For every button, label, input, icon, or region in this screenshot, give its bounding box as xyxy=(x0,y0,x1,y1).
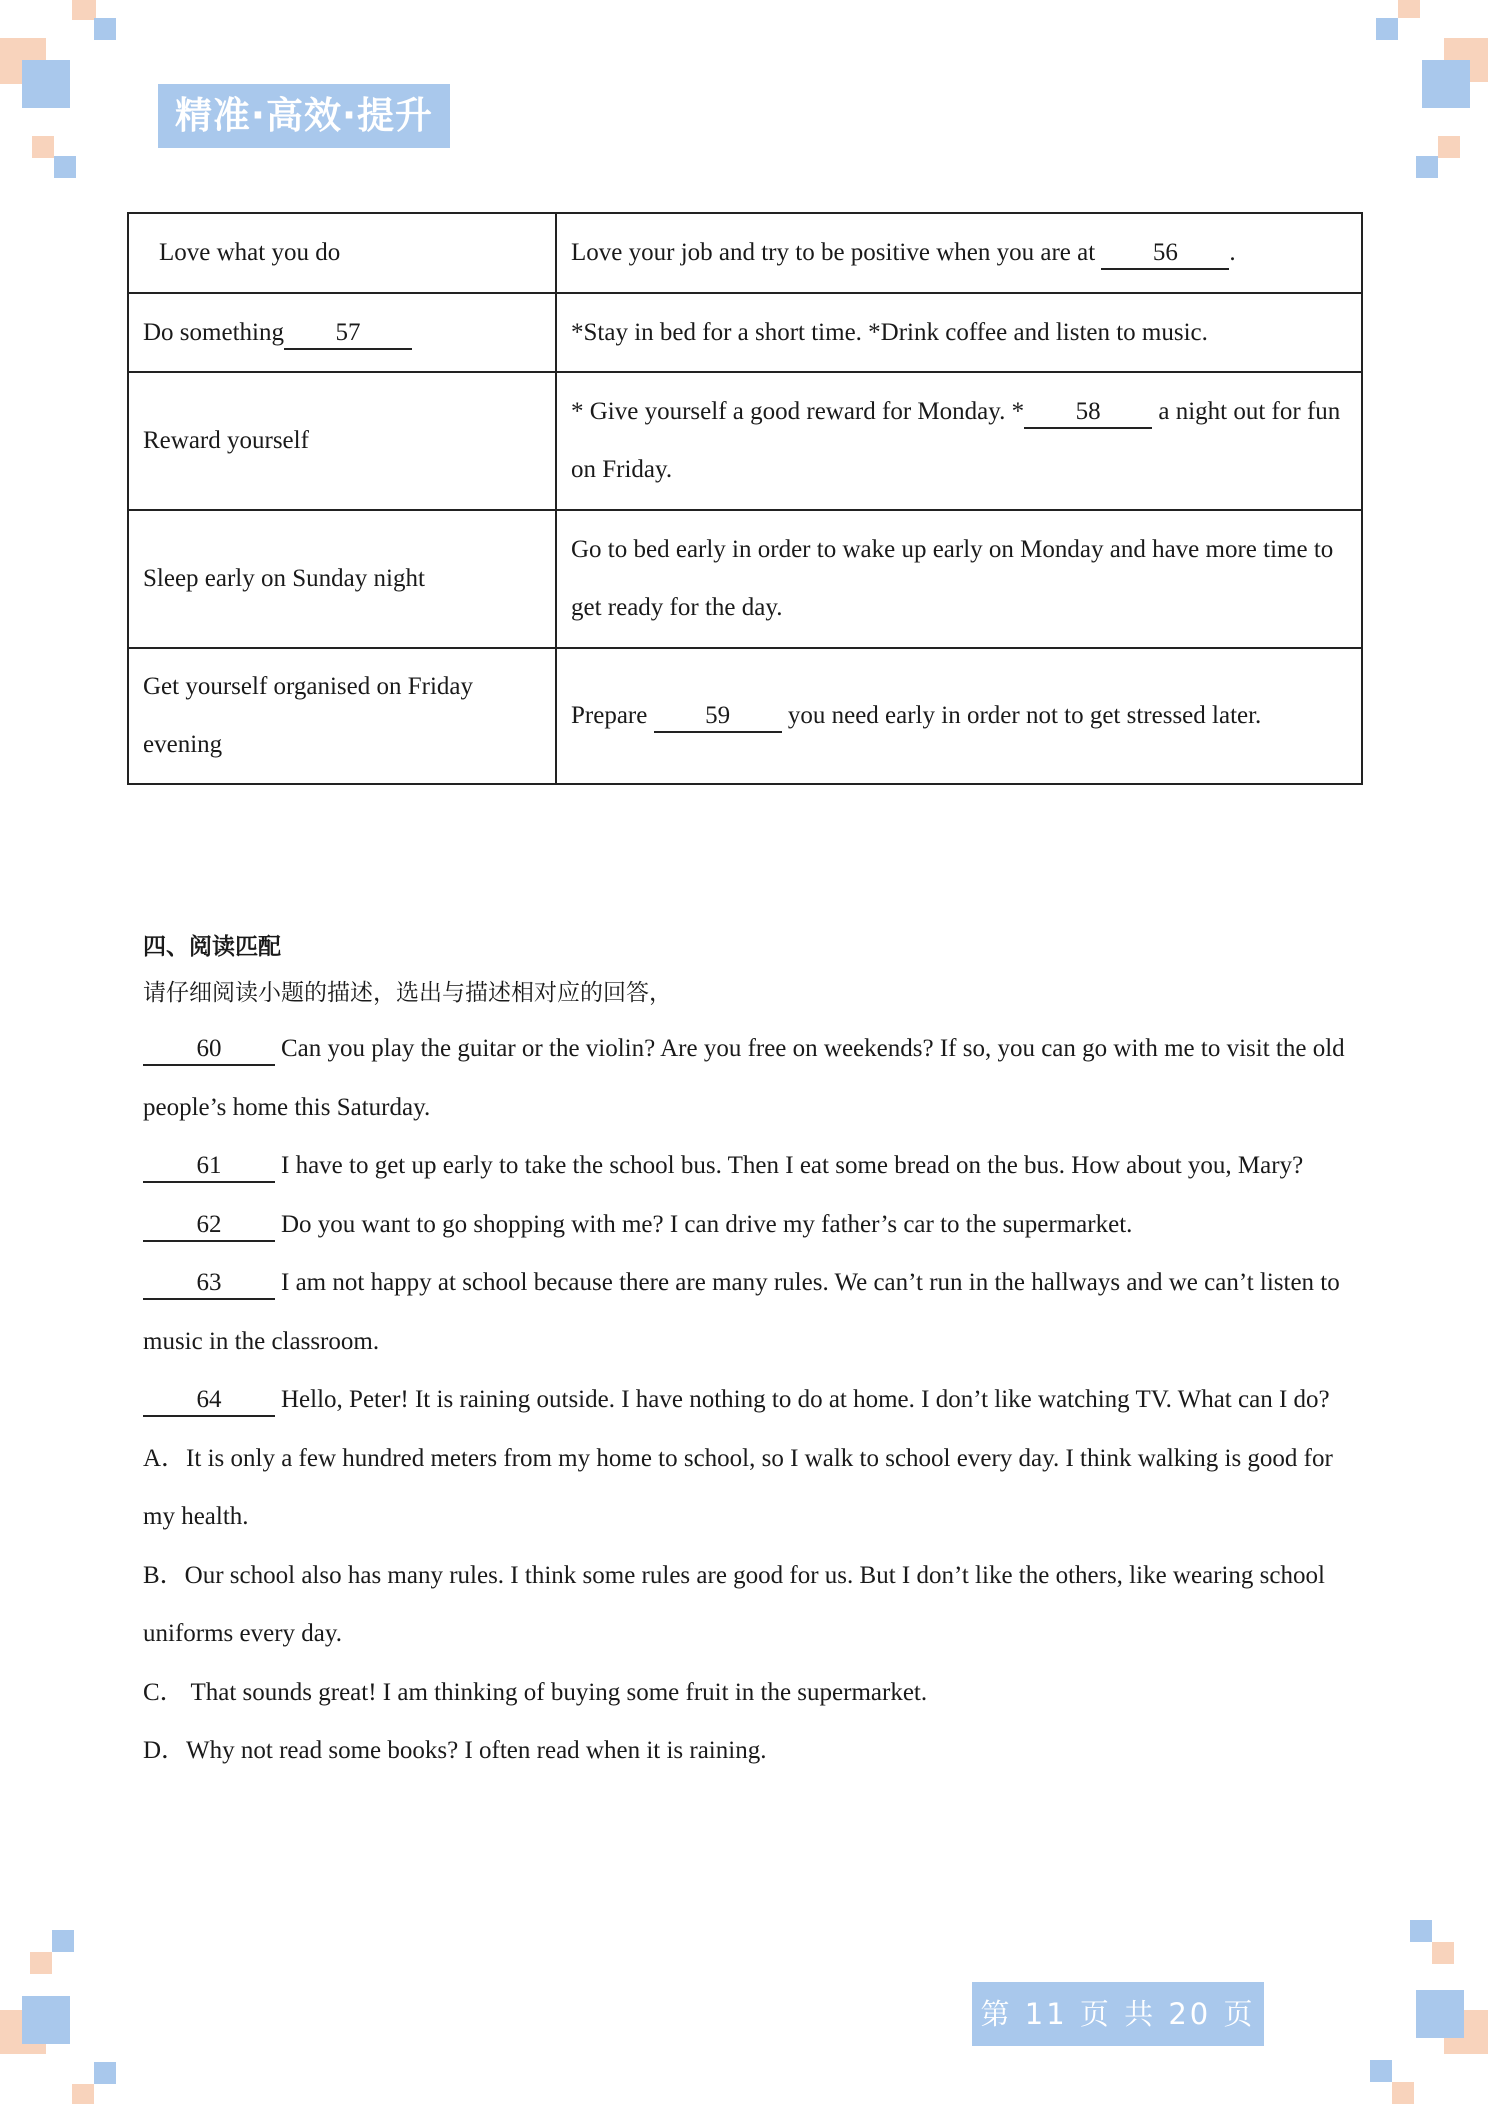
table-cell-right: * Give yourself a good reward for Monday. * 58 a night out for fun on Friday. xyxy=(556,372,1362,510)
table-cell-left: Do something 57 xyxy=(128,293,556,372)
table-row xyxy=(128,648,1362,784)
corner-decoration xyxy=(54,156,76,178)
corner-decoration xyxy=(1416,1990,1464,2038)
corner-decoration xyxy=(22,60,70,108)
question-number: 61 xyxy=(143,1151,275,1183)
table-cell-right: Love your job and try to be positive when you are at 56 . xyxy=(556,213,1362,293)
corner-decoration xyxy=(1370,2060,1392,2082)
table-cell-right: *Stay in bed for a short time. *Drink coffee and listen to music. xyxy=(556,293,1362,372)
question-number: 63 xyxy=(143,1268,275,1300)
corner-decoration xyxy=(32,136,54,158)
option-item: A．It is only a few hundred meters from my home to school, so I walk to school every day. I think walking is good for my health. xyxy=(143,1444,1333,1530)
question-number: 64 xyxy=(143,1385,275,1417)
option-item: C． That sounds great! I am thinking of buying some fruit in the supermarket. xyxy=(143,1678,928,1706)
question-list xyxy=(143,1020,1353,1781)
table-row xyxy=(128,293,1362,372)
question-number: 60 xyxy=(143,1034,275,1066)
table-cell-left: Love what you do xyxy=(128,213,556,293)
corner-decoration xyxy=(1398,0,1420,18)
corner-decoration xyxy=(22,1996,70,2044)
question-item: 62 Do you want to go shopping with me? I can drive my father’s car to the supermarket. xyxy=(143,1196,1353,1255)
option-item: B．Our school also has many rules. I think some rules are good for us. But I don’t like the others, like wearing school uniforms every day. xyxy=(143,1561,1325,1647)
question-number: 62 xyxy=(143,1210,275,1242)
answer-blank: 59 xyxy=(654,701,782,733)
corner-decoration xyxy=(1422,60,1470,108)
question-item: 64 Hello, Peter! It is raining outside. I have nothing to do at home. I don’t like watching TV. What can I do? xyxy=(143,1371,1353,1430)
corner-decoration xyxy=(1438,136,1460,158)
table-cell-left: Reward yourself xyxy=(128,372,556,510)
section-instruction: 请仔细阅读小题的描述，选出与描述相对应的回答， xyxy=(143,980,672,1006)
table-row xyxy=(128,213,1362,293)
page-number: 第 11 页 共 20 页 xyxy=(972,1982,1264,2046)
option-item: D．Why not read some books? I often read when it is raining. xyxy=(143,1737,767,1764)
corner-decoration xyxy=(72,0,96,20)
section-heading: 四、阅读匹配 xyxy=(143,934,281,960)
question-item: 60 Can you play the guitar or the violin? Are you free on weekends? If so, you can go with me to visit the old people’s home this Saturday. xyxy=(143,1035,1345,1121)
corner-decoration xyxy=(1376,18,1398,40)
question-item: 63 I am not happy at school because there are many rules. We can’t run in the hallways and we can’t listen to music in the classroom. xyxy=(143,1269,1340,1355)
corner-decoration xyxy=(1410,1920,1432,1942)
corner-decoration xyxy=(1416,156,1438,178)
corner-decoration xyxy=(30,1952,52,1974)
corner-decoration xyxy=(1432,1942,1454,1964)
corner-decoration xyxy=(94,18,116,40)
table-cell-right: Go to bed early in order to wake up early on Monday and have more time to get ready for the day. xyxy=(556,510,1362,648)
table-row xyxy=(128,372,1362,510)
answer-blank: 57 xyxy=(284,318,412,350)
table-row xyxy=(128,510,1362,648)
plan-table xyxy=(127,212,1363,785)
answer-blank: 56 xyxy=(1101,238,1229,270)
table-cell-left: Sleep early on Sunday night xyxy=(128,510,556,648)
answer-blank: 58 xyxy=(1024,397,1152,429)
corner-decoration xyxy=(94,2062,116,2084)
corner-decoration xyxy=(52,1930,74,1952)
corner-decoration xyxy=(1392,2082,1414,2104)
question-item: 61 I have to get up early to take the school bus. Then I eat some bread on the bus. How about you, Mary? xyxy=(143,1137,1353,1196)
brand-banner: 精准·高效·提升 xyxy=(158,84,450,148)
table-cell-left: Get yourself organised on Friday evening xyxy=(128,648,556,784)
corner-decoration xyxy=(72,2084,94,2104)
table-cell-right: Prepare 59 you need early in order not to get stressed later. xyxy=(556,648,1362,784)
